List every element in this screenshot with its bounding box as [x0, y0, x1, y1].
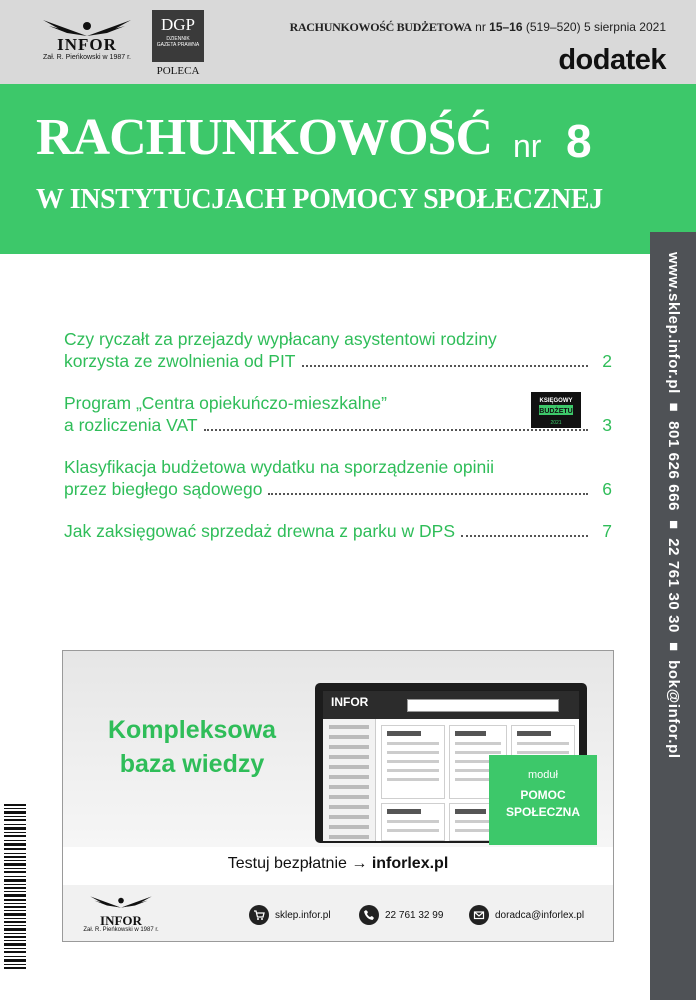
dgp-logo-text: DGP — [160, 15, 195, 34]
issue-title: RACHUNKOWOŚĆ BUDŻETOWA — [289, 20, 472, 34]
dgp-logo-box — [152, 10, 204, 62]
phone-contact[interactable] — [359, 905, 443, 925]
screen-brand: INFOR — [331, 695, 369, 709]
inforlex-advert[interactable] — [62, 650, 614, 942]
shop-contact[interactable] — [249, 905, 331, 925]
screen-header — [323, 691, 579, 719]
toc-item-line1: Program „Centra opiekuńczo-mieszkalne” — [64, 393, 387, 413]
footer-logo-text: INFOR — [100, 913, 142, 928]
cta-site-link[interactable]: inforlex.pl — [371, 855, 449, 872]
infor-logo-subtitle: Zał. R. Pieńkowski w 1987 r. — [43, 54, 131, 61]
cart-icon — [249, 905, 269, 925]
issue-nr-prefix: nr — [475, 20, 486, 34]
screen-sidebar — [323, 719, 376, 841]
toc-item-line1: Klasyfikacja budżetowa wydatku na sporządzenie opinii — [64, 457, 494, 477]
toc-item[interactable] — [64, 328, 612, 372]
cta-text: Testuj bezpłatnie — [227, 855, 347, 872]
module-label: moduł — [528, 769, 558, 781]
contact-sidebar — [650, 232, 696, 1000]
infor-logo — [38, 18, 136, 68]
table-of-contents — [64, 328, 612, 562]
toc-item-line2: Jak zaksięgować sprzedaż drewna z parku w DPS — [64, 521, 456, 541]
barcode-icon — [0, 802, 30, 972]
toc-item-line2: przez biegłego sądowego — [64, 479, 263, 499]
toc-leader-dots — [268, 492, 588, 495]
infor-wing-icon — [86, 895, 156, 909]
module-name-2: SPOŁECZNA — [505, 805, 580, 819]
issue-number: 15–16 — [489, 20, 523, 34]
dgp-logo-sub1: DZIENNIK — [166, 36, 190, 42]
advert-headline — [87, 713, 297, 781]
dgp-logo — [150, 10, 206, 80]
toc-item-page: 3 — [602, 415, 612, 435]
phone-number: 22 761 32 99 — [385, 909, 444, 921]
arrow-right-icon: → — [351, 855, 368, 872]
badge-line3: 2021 — [550, 420, 562, 426]
phone-icon — [359, 905, 379, 925]
dgp-poleca: POLECA — [156, 65, 200, 77]
module-name-1: POMOC — [520, 788, 566, 802]
footer-logo-subtitle: Zał. R. Pieńkowski w 1987 r. — [83, 927, 159, 933]
dgp-logo-sub2: GAZETA PRAWNA — [156, 42, 200, 48]
advert-footer — [63, 885, 613, 941]
screen-card — [381, 725, 445, 799]
toc-leader-dots — [461, 534, 588, 537]
toc-item-page: 7 — [602, 521, 612, 541]
issue-nr-value: 8 — [566, 115, 592, 167]
issue-info — [290, 20, 666, 35]
toc-item-page: 6 — [602, 479, 612, 499]
screen-card — [381, 803, 445, 841]
issue-range: (519–520) — [525, 20, 581, 34]
shop-url: sklep.infor.pl — [275, 909, 331, 921]
toc-item[interactable] — [64, 392, 612, 436]
toc-item[interactable] — [64, 456, 612, 500]
badge-line2: BUDŻETU — [539, 408, 573, 415]
footer-infor-logo — [83, 895, 159, 933]
module-badge — [489, 755, 597, 845]
screen-search-bar — [407, 699, 559, 712]
sidebar-contact-text: www.sklep.infor.pl ■ 801 626 666 ■ 22 761 30 30 ■ bok@infor.pl — [665, 252, 682, 759]
badge-line1: KSIĘGOWY — [539, 398, 573, 404]
masthead — [0, 0, 696, 84]
toc-item[interactable] — [64, 520, 612, 542]
toc-item-line1: Czy ryczałt za przejazdy wypłacany asystentowi rodziny — [64, 329, 497, 349]
issue-date: 5 sierpnia 2021 — [583, 20, 666, 34]
advert-headline-2: baza wiedzy — [119, 750, 265, 778]
email-contact[interactable] — [469, 905, 584, 925]
infor-logo-text: INFOR — [57, 35, 117, 54]
main-title: RACHUNKOWOŚĆ — [36, 109, 493, 166]
toc-item-line2: korzysta ze zwolnienia od PIT — [64, 351, 296, 371]
advert-cta[interactable] — [63, 855, 613, 873]
subtitle: W INSTYTUCJACH POMOCY SPOŁECZNEJ — [36, 184, 603, 215]
advert-headline-1: Kompleksowa — [107, 716, 277, 744]
issue-nr-label: nr — [513, 128, 542, 164]
toc-leader-dots — [204, 428, 588, 431]
toc-item-line2: a rozliczenia VAT — [64, 415, 198, 435]
toc-item-page: 2 — [602, 351, 612, 371]
toc-leader-dots — [302, 364, 589, 367]
ksiegowy-budzetu-badge — [531, 392, 581, 428]
mail-icon — [469, 905, 489, 925]
advert-cta-strip — [63, 847, 613, 885]
supplement-label: dodatek — [558, 44, 666, 76]
email-address: doradca@inforlex.pl — [495, 909, 585, 921]
